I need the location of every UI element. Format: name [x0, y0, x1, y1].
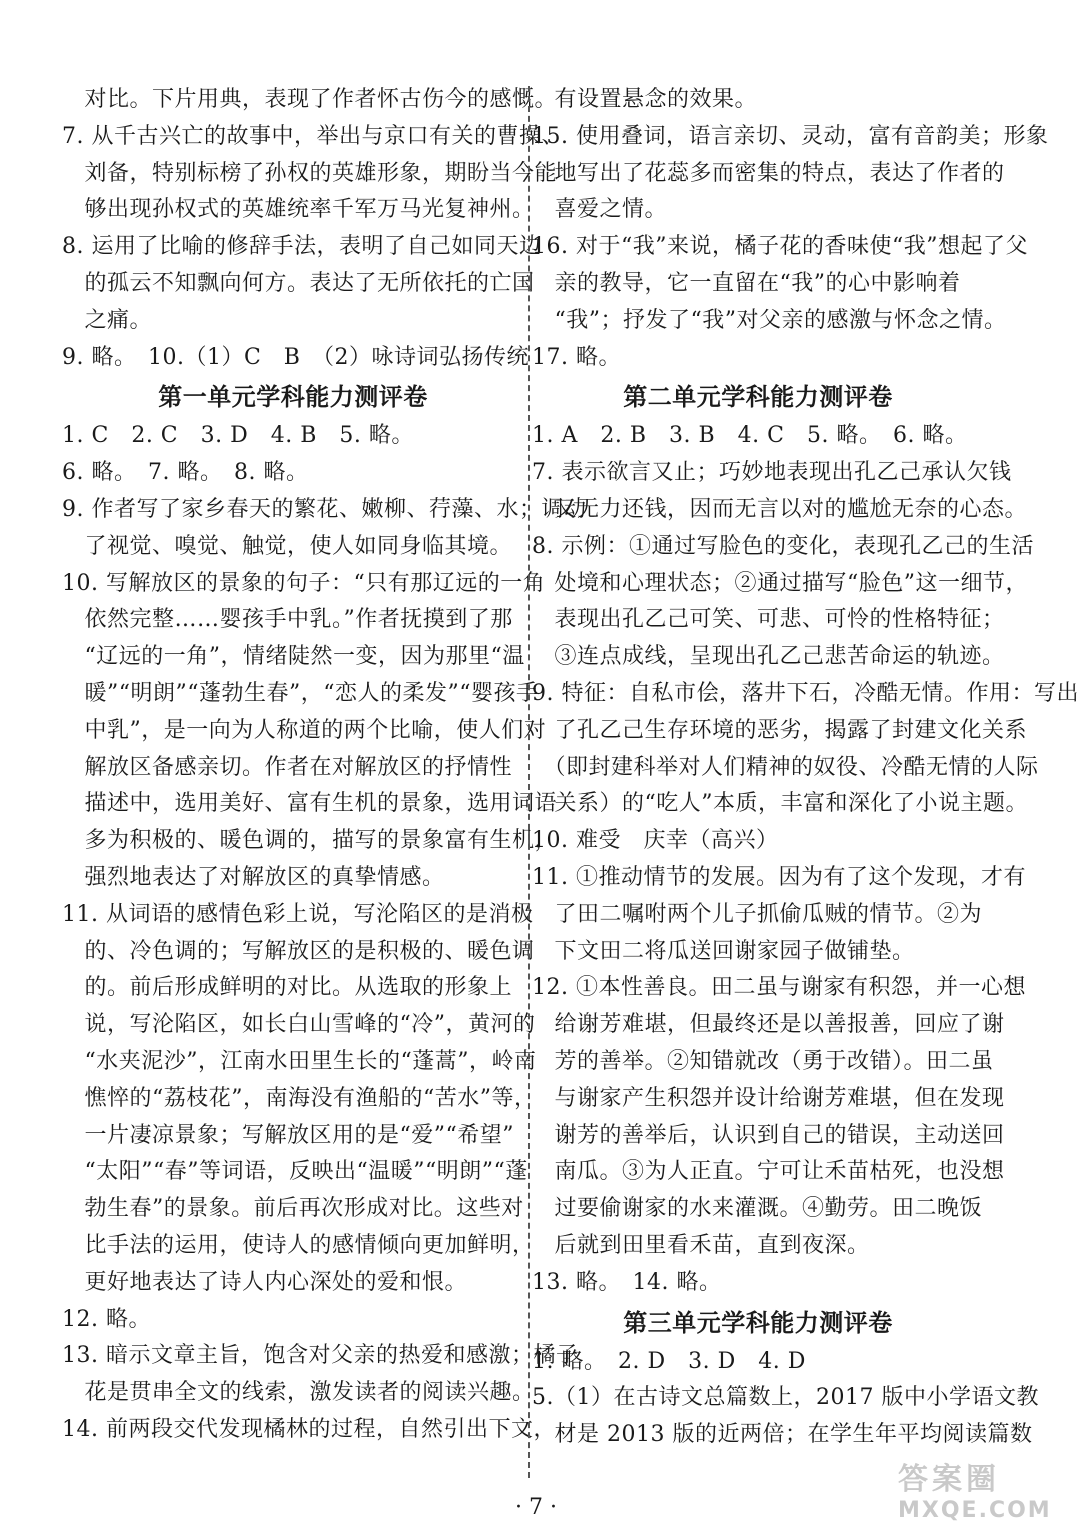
answer-line: 9. 特征：自私市侩，落井下石，冷酷无情。作用：写出 — [532, 680, 1079, 706]
answer-line: “辽远的一角”，情绪陡然一变，因为那里“温 — [62, 644, 525, 670]
answer-line: 后就到田里看禾苗，直到夜深。 — [532, 1232, 870, 1258]
answer-line: 的孤云不知飘向何方。表达了无所依托的亡国 — [62, 270, 535, 296]
answer-line: “我”；抒发了“我”对父亲的感激与怀念之情。 — [532, 307, 1007, 333]
answer-line: 8. 示例：①通过写脸色的变化，表现孔乙己的生活 — [532, 533, 1034, 559]
answer-line: 描述中，选用美好、富有生机的景象，选用词语 — [62, 791, 558, 817]
answer-line: 有设置悬念的效果。 — [532, 87, 758, 112]
answer-line: 比手法的运用，使诗人的感情倾向更加鲜明， — [62, 1232, 535, 1258]
answer-line: 了孔乙己生存环境的恶劣，揭露了封建文化关系 — [532, 717, 1028, 743]
answer-line: 15. 使用叠词，语言亲切、灵动，富有音韵美；形象 — [532, 123, 1049, 149]
answer-line: 了田二嘱咐两个儿子抓偷瓜贼的情节。②为 — [532, 901, 983, 927]
answer-line: 7. 表示欲言又止；巧妙地表现出孔乙己承认欠钱 — [532, 460, 1012, 486]
answer-line: 10. 写解放区的景象的句子：“只有那辽远的一角 — [62, 570, 546, 596]
answer-line: 13. 暗示文章主旨，饱含对父亲的热爱和感激；橘子 — [62, 1343, 579, 1369]
answer-line: 亲的教导，它一直留在“我”的心中影响着 — [532, 270, 961, 296]
answer-line: 10. 难受 庆幸（高兴） — [532, 828, 779, 854]
answer-line: 16. 对于“我”来说，橘子花的香味使“我”想起了父 — [532, 234, 1028, 260]
answer-line: 谢芳的善举后，认识到自己的错误，主动送回 — [532, 1122, 1005, 1148]
answer-line: （即封建科举对人们精神的奴役、冷酷无情的人际 — [532, 754, 1039, 780]
answer-line: 刘备，特别标榜了孙权的英雄形象，期盼当今能 — [62, 160, 558, 186]
answer-line: 的、冷色调的；写解放区的是积极的、暖色调 — [62, 938, 535, 964]
answer-line: 给谢芳难堪，但最终还是以善报善，回应了谢 — [532, 1012, 1005, 1038]
column-divider — [528, 86, 530, 1478]
answer-line: 南瓜。③为人正直。宁可让禾苗枯死，也没想 — [532, 1159, 1005, 1185]
answer-line: 8. 运用了比喻的修辞手法，表明了自己如同天边 — [62, 234, 542, 260]
answer-line: 1. 略。 2. D 3. D 4. D — [532, 1348, 806, 1374]
answer-line: 12. ①本性善良。田二虽与谢家有积怨，并一心想 — [532, 975, 1026, 1001]
answer-line: 14. 前两段交代发现橘林的过程，自然引出下文， — [62, 1416, 556, 1442]
answer-line: 喜爱之情。 — [532, 197, 668, 223]
answer-line: 依然完整……婴孩手中乳。”作者抚摸到了那 — [62, 607, 513, 633]
answer-line: 够出现孙权式的英雄统率千军万马光复神州。 — [62, 197, 535, 223]
section-heading: 第三单元学科能力测评卷 — [623, 1308, 893, 1337]
answer-line: 12. 略。 — [62, 1306, 151, 1332]
right-column — [532, 82, 1079, 1454]
answer-line: 勃生春”的景象。前后再次形成对比。这些对 — [62, 1196, 524, 1222]
answer-line: 与谢家产生积怨并设计给谢芳难堪，但在发现 — [532, 1085, 1005, 1111]
answer-line: “水夹泥沙”，江南水田里生长的“蓬蒿”，岭南 — [62, 1048, 537, 1074]
answer-line: 暖”“明朗”“蓬勃生春”，“恋人的柔发”“婴孩手 — [62, 680, 539, 706]
answer-line: 9. 略。 10.（1）C B （2）咏诗词弘扬传统 — [62, 344, 529, 370]
answer-line: 关系）的“吃人”本质，丰富和深化了小说主题。 — [532, 791, 1028, 817]
answer-line: 17. 略。 — [532, 344, 621, 370]
answer-line: ③连点成线，呈现出孔乙己悲苦命运的轨迹。 — [532, 644, 1005, 670]
answer-line: 说，写沦陷区，如长白山雪峰的“冷”，黄河的 — [62, 1012, 536, 1038]
watermark-text-top: 答案圈 — [898, 1462, 1000, 1497]
answer-line: 的。前后形成鲜明的对比。从选取的形象上 — [62, 975, 513, 1001]
answer-line: 6. 略。 7. 略。 8. 略。 — [62, 460, 309, 486]
answer-line: 下文田二将瓜送回谢家园子做铺垫。 — [532, 938, 915, 964]
answer-line: 憔悴的“荔枝花”，南海没有渔船的“苦水”等， — [62, 1085, 537, 1111]
watermark-logo — [898, 1462, 1058, 1528]
answer-line: 了视觉、嗅觉、触觉，使人如同身临其境。 — [62, 533, 513, 559]
answer-line: 地写出了花蕊多而密集的特点，表达了作者的 — [532, 160, 1005, 186]
watermark-text-bottom: MXQE.COM — [898, 1498, 1052, 1523]
section-heading: 第一单元学科能力测评卷 — [158, 383, 428, 412]
answer-line: “太阳”“春”等词语，反映出“温暖”“明朗”“蓬 — [62, 1159, 528, 1185]
answer-line: 更好地表达了诗人内心深处的爱和恨。 — [62, 1269, 468, 1295]
answer-line: 13. 略。 14. 略。 — [532, 1269, 722, 1295]
answer-line: 9. 作者写了家乡春天的繁花、嫩柳、荇藻、水；调动 — [62, 496, 587, 522]
section-heading: 第二单元学科能力测评卷 — [623, 383, 893, 412]
answer-line: 强烈地表达了对解放区的真挚情感。 — [62, 864, 445, 890]
answer-line: 又无力还钱，因而无言以对的尴尬无奈的心态。 — [532, 496, 1028, 522]
answer-line: 5.（1）在古诗文总篇数上，2017 版中小学语文教 — [532, 1385, 1039, 1411]
answer-line: 芳的善举。②知错就改（勇于改错）。田二虽 — [532, 1048, 994, 1074]
answer-line: 表现出孔乙己可笑、可悲、可怜的性格特征； — [532, 607, 1005, 633]
answer-line: 过要偷谢家的水来灌溉。④勤劳。田二晚饭 — [532, 1196, 983, 1222]
answer-line: 11. 从词语的感情色彩上说，写沦陷区的是消极 — [62, 901, 534, 927]
answer-line: 1. A 2. B 3. B 4. C 5. 略。 6. 略。 — [532, 423, 968, 449]
answer-line: 处境和心理状态；②通过描写“脸色”这一细节， — [532, 570, 1028, 596]
answer-line: 7. 从千古兴亡的故事中，举出与京口有关的曹操、 — [62, 123, 564, 149]
page-number: · 7 · — [515, 1495, 557, 1520]
answer-line: 一片凄凉景象；写解放区用的是“爱”“希望” — [62, 1122, 514, 1148]
answer-line: 中乳”，是一向为人称道的两个比喻，使人们对 — [62, 717, 547, 743]
answer-line: 多为积极的、暖色调的，描写的景象富有生机， — [62, 828, 558, 854]
answer-line: 之痛。 — [62, 307, 153, 333]
answer-line: 花是贯串全文的线索，激发读者的阅读兴趣。 — [62, 1380, 535, 1406]
answer-line: 11. ①推动情节的发展。因为有了这个发现，才有 — [532, 864, 1026, 890]
answer-line: 材是 2013 版的近两倍；在学生年平均阅读篇数 — [532, 1422, 1033, 1448]
answer-line: 对比。下片用典，表现了作者怀古伤今的感慨。 — [62, 87, 558, 112]
answer-line: 解放区备感亲切。作者在对解放区的抒情性 — [62, 754, 513, 780]
answer-line: 1. C 2. C 3. D 4. B 5. 略。 — [62, 423, 414, 449]
